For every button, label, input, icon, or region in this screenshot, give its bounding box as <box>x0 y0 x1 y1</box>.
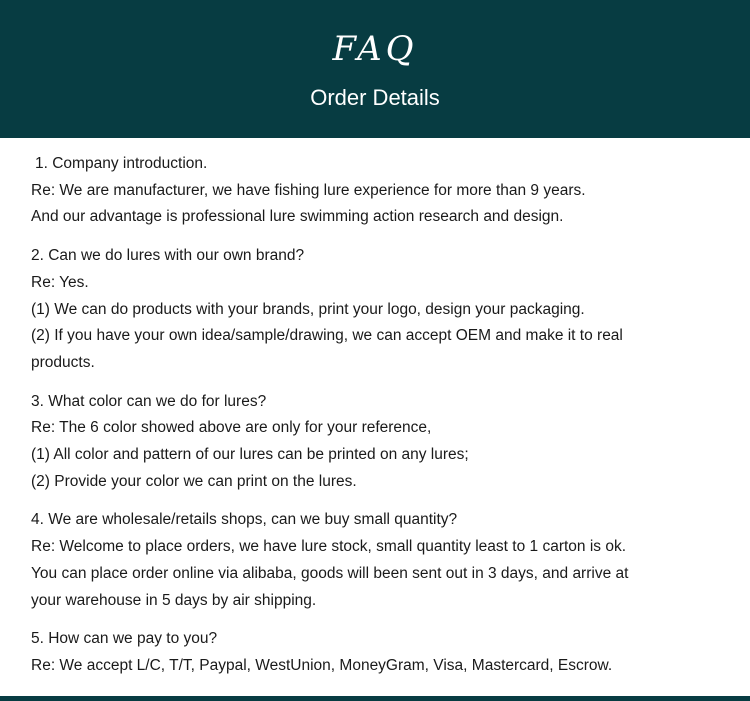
faq-answer-line: And our advantage is professional lure swimming action research and design. <box>31 208 564 226</box>
faq-answer-line: Re: We are manufacturer, we have fishing lure experience for more than 9 years. <box>31 181 586 199</box>
faq-list <box>31 151 721 692</box>
faq-question: 3. What color can we do for lures? <box>31 392 267 410</box>
faq-item <box>31 151 721 231</box>
faq-answer-line: Re: The 6 color showed above are only for your reference, <box>31 419 432 437</box>
faq-answer-line: (1) All color and pattern of our lures can be printed on any lures; <box>31 446 469 464</box>
faq-answer-line: products. <box>31 353 95 371</box>
bottom-divider <box>0 696 750 701</box>
faq-question: 1. Company introduction. <box>35 155 208 172</box>
faq-answer-line: your warehouse in 5 days by air shipping. <box>31 591 317 609</box>
faq-answer-line: You can place order online via alibaba, goods will been sent out in 3 days, and arrive at <box>31 564 629 582</box>
faq-question: 5. How can we pay to you? <box>31 630 218 648</box>
faq-title: FAQ <box>332 29 418 69</box>
faq-answer-line: Re: Yes. <box>31 273 89 291</box>
faq-answer-line: (1) We can do products with your brands, print your logo, design your packaging. <box>31 300 585 318</box>
faq-answer-line: Re: Welcome to place orders, we have lure stock, small quantity least to 1 carton is ok. <box>31 538 627 556</box>
faq-item <box>31 507 721 614</box>
faq-question: 2. Can we do lures with our own brand? <box>31 247 305 265</box>
faq-item <box>31 389 721 496</box>
faq-question: 4. We are wholesale/retails shops, can we buy small quantity? <box>31 511 458 529</box>
faq-answer-line: (2) Provide your color we can print on the lures. <box>31 472 357 490</box>
faq-item <box>31 626 721 679</box>
faq-item <box>31 243 721 377</box>
faq-subtitle: Order Details <box>310 85 440 110</box>
faq-answer-line: (2) If you have your own idea/sample/drawing, we can accept OEM and make it to real <box>31 327 623 345</box>
faq-header-banner <box>0 0 750 138</box>
faq-answer-line: Re: We accept L/C, T/T, Paypal, WestUnion, MoneyGram, Visa, Mastercard, Escrow. <box>31 656 613 674</box>
